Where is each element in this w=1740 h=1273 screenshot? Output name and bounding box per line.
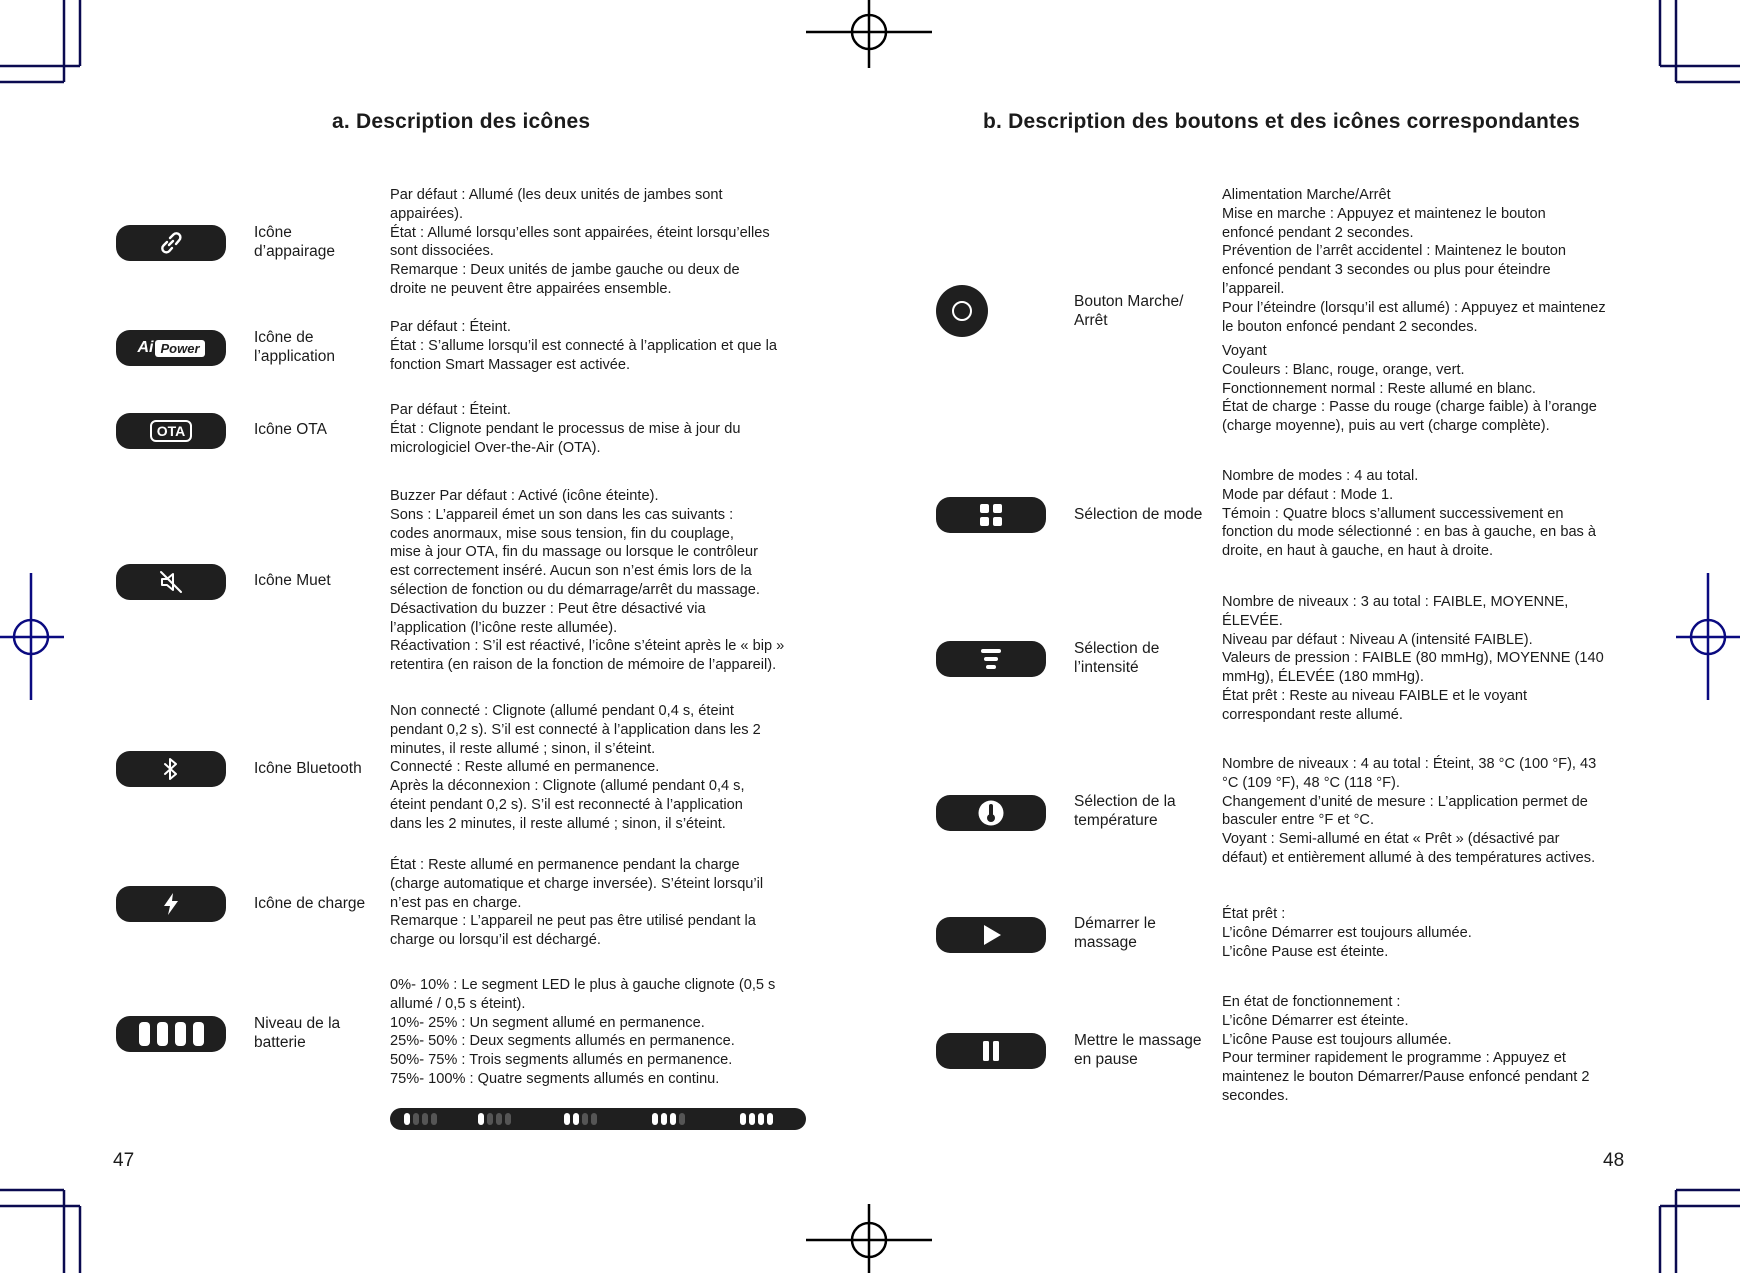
intensity-bars-icon	[978, 646, 1004, 672]
page-number-left: 47	[113, 1150, 135, 1171]
battery-level-group	[740, 1113, 773, 1125]
battery-level-segment	[661, 1113, 667, 1125]
battery-level-group	[564, 1113, 597, 1125]
ota-icon-pill	[116, 413, 226, 449]
ota-label: Icône OTA	[254, 421, 327, 438]
battery-level-segment	[767, 1113, 773, 1125]
mode-description: Nombre de modes : 4 au total. Mode par défaut : Mode 1. Témoin : Quatre blocs s’allument successivement en fonction du mode sélectionné : en bas à gauche, en bas à droite, en haut à gauche, en haut à droite.	[1222, 468, 1597, 560]
start-button-pill	[936, 917, 1046, 953]
thermometer-icon	[977, 799, 1005, 827]
battery-level-segment	[431, 1113, 437, 1125]
power-button-icon	[950, 299, 974, 323]
charge-icon-pill	[116, 886, 226, 922]
battery-level-segment	[670, 1113, 676, 1125]
battery-level-segment	[564, 1113, 570, 1125]
battery-level-segment	[758, 1113, 764, 1125]
mute-icon-pill	[116, 564, 226, 600]
bluetooth-icon-pill	[116, 751, 226, 787]
battery-label: Niveau de la batterie	[254, 1015, 341, 1051]
intensity-description: Nombre de niveaux : 3 au total : FAIBLE, MOYENNE, ÉLEVÉE. Niveau par défaut : Niveau A (intensité FAIBLE). Valeurs de pression : FAIBLE (80 mmHg), MOYENNE (140 mmHg), ÉLEVÉE (180 mmHg). État prêt : Reste au niveau FAIBLE et le voyant correspondant reste allumé.	[1222, 594, 1604, 723]
pairing-description: Par défaut : Allumé (les deux unités de jambes sont appairées). État : Allumé lorsqu’elles sont appairées, éteint lorsqu’elles sont dissociées. Remarque : Deux unités de jambe gauche ou deux de droite ne peuvent être appairées ensemble.	[390, 187, 770, 297]
battery-level-group	[652, 1113, 685, 1125]
pause-description: En état de fonctionnement : L’icône Démarrer est éteinte. L’icône Pause est toujours allumée. Pour terminer rapidement le programme : Appuyez et maintenez le bouton Démarrer/Pause enfoncé pendant 2 secondes.	[1222, 994, 1590, 1104]
lightning-icon	[161, 891, 181, 917]
ota-description: Par défaut : Éteint. État : Clignote pendant le processus de mise à jour du micrologiciel Over-the-Air (OTA).	[390, 402, 741, 456]
battery-level-segment	[496, 1113, 502, 1125]
mode-label: Sélection de mode	[1074, 506, 1203, 523]
bluetooth-description: Non connecté : Clignote (allumé pendant 0,4 s, éteint pendant 0,2 s). S’il est connecté à l’application dans les 2 minutes, il reste allumé ; sinon, il s’éteint. Connecté : Reste allumé en permanence. Après la déconnexion : Clignote (allumé pendant 0,4 s, éteint pendant 0,2 s). S’il est reconnecté à l’application dans les 2 minutes, il reste allumé ; sinon, il s’éteint.	[390, 703, 761, 832]
mode-button-pill	[936, 497, 1046, 533]
temperature-button-pill	[936, 795, 1046, 831]
page-number-right: 48	[1603, 1150, 1625, 1171]
pairing-icon-pill	[116, 225, 226, 261]
battery-level-segment	[413, 1113, 419, 1125]
ota-icon: OTA	[150, 420, 193, 442]
pause-button-pill	[936, 1033, 1046, 1069]
battery-level-segment	[591, 1113, 597, 1125]
power-button-circle	[936, 285, 988, 337]
mute-label: Icône Muet	[254, 572, 331, 589]
battery-level-group	[404, 1113, 437, 1125]
app-description: Par défaut : Éteint. État : S’allume lorsqu’il est connecté à l’application et que la fonction Smart Massager est activée.	[390, 319, 777, 373]
indicator-description: Voyant Couleurs : Blanc, rouge, orange, vert. Fonctionnement normal : Reste allumé en blanc. État de charge : Passe du rouge (charge faible) à l’orange (charge moyenne), puis au vert (charge complète).	[1222, 343, 1597, 435]
power-button-description: Alimentation Marche/Arrêt Mise en marche : Appuyez et maintenez le bouton enfoncé pendant 2 secondes. Prévention de l’arrêt accidentel : Maintenez le bouton enfoncé pendant 3 secondes ou plus pour éteindre l’appareil. Pour l’éteindre (lorsqu’il est allumé) : Appuyez et maintenez le bouton enfoncé pendant 2 secondes.	[1222, 187, 1606, 335]
battery-level-segment	[478, 1113, 484, 1125]
start-label: Démarrer le massage	[1074, 915, 1156, 951]
right-section-title: b. Description des boutons et des icônes correspondantes	[983, 110, 1580, 133]
battery-level-segment	[740, 1113, 746, 1125]
battery-level-segment	[582, 1113, 588, 1125]
mute-description: Buzzer Par défaut : Activé (icône éteinte). Sons : L’appareil émet un son dans les cas suivants : codes anormaux, mise sous tension, fin du couplage, mise à jour OTA, fin du massage ou lorsque le contrôleur est correctement inséré. Aucun son n’est émis lors de la sélection de fonction ou du démarrage/arrêt du massage. Désactivation du buzzer : Peut être désactivé via l’application (l’icône reste allumée). Réactivation : S’il est réactivé, l’icône s’éteint après le « bip » retentira (en raison de la fonction de mémoire de l’appareil).	[390, 488, 785, 674]
app-icon-pill	[116, 330, 226, 366]
battery-level-segment	[404, 1113, 410, 1125]
battery-level-segment	[487, 1113, 493, 1125]
left-section-title: a. Description des icônes	[332, 110, 591, 133]
battery-levels-strip	[390, 1108, 806, 1130]
battery-icon	[139, 1022, 204, 1046]
battery-level-group	[478, 1113, 511, 1125]
battery-level-segment	[422, 1113, 428, 1125]
app-label: Icône de l’application	[254, 329, 335, 365]
intensity-label: Sélection de l’intensité	[1074, 640, 1160, 676]
intensity-button-pill	[936, 641, 1046, 677]
pause-icon	[979, 1039, 1003, 1063]
battery-level-segment	[573, 1113, 579, 1125]
battery-description: 0%- 10% : Le segment LED le plus à gauche clignote (0,5 s allumé / 0,5 s éteint). 10%- 25% : Un segment allumé en permanence. 25%- 50% : Deux segments allumés en permanence. 50%- 75% : Trois segments allumés en permanence. 75%- 100% : Quatre segments allumés en continu.	[390, 977, 776, 1087]
link-icon	[157, 229, 185, 257]
pairing-label: Icône d’appairage	[254, 224, 336, 260]
pause-label: Mettre le massage en pause	[1074, 1032, 1202, 1068]
bluetooth-label: Icône Bluetooth	[254, 760, 362, 777]
mute-icon	[158, 569, 184, 595]
battery-level-segment	[652, 1113, 658, 1125]
play-icon	[978, 922, 1004, 948]
battery-icon-pill	[116, 1016, 226, 1052]
charge-label: Icône de charge	[254, 895, 366, 912]
start-description: État prêt : L’icône Démarrer est toujours allumée. L’icône Pause est éteinte.	[1222, 906, 1472, 960]
temperature-description: Nombre de niveaux : 4 au total : Éteint, 38 °C (100 °F), 43 °C (109 °F), 48 °C (118 °F). Changement d’unité de mesure : L’application permet de basculer entre °F et °C. Voyant : Semi-allumé en état « Prêt » (désactivé par défaut) et entièrement allumé à des températures actives.	[1222, 756, 1597, 866]
ai-power-icon: Ai Power	[137, 339, 204, 357]
battery-level-segment	[505, 1113, 511, 1125]
charge-description: État : Reste allumé en permanence pendant la charge (charge automatique et charge inversée). S’éteint lorsqu’il n’est pas en charge. Remarque : L’appareil ne peut pas être utilisé pendant la charge ou lorsqu’il est déchargé.	[390, 857, 764, 949]
mode-grid-icon	[978, 502, 1004, 528]
battery-level-segment	[749, 1113, 755, 1125]
bluetooth-icon	[159, 756, 183, 782]
battery-level-segment	[679, 1113, 685, 1125]
temperature-label: Sélection de la température	[1074, 793, 1176, 829]
power-button-label: Bouton Marche/ Arrêt	[1074, 293, 1184, 329]
